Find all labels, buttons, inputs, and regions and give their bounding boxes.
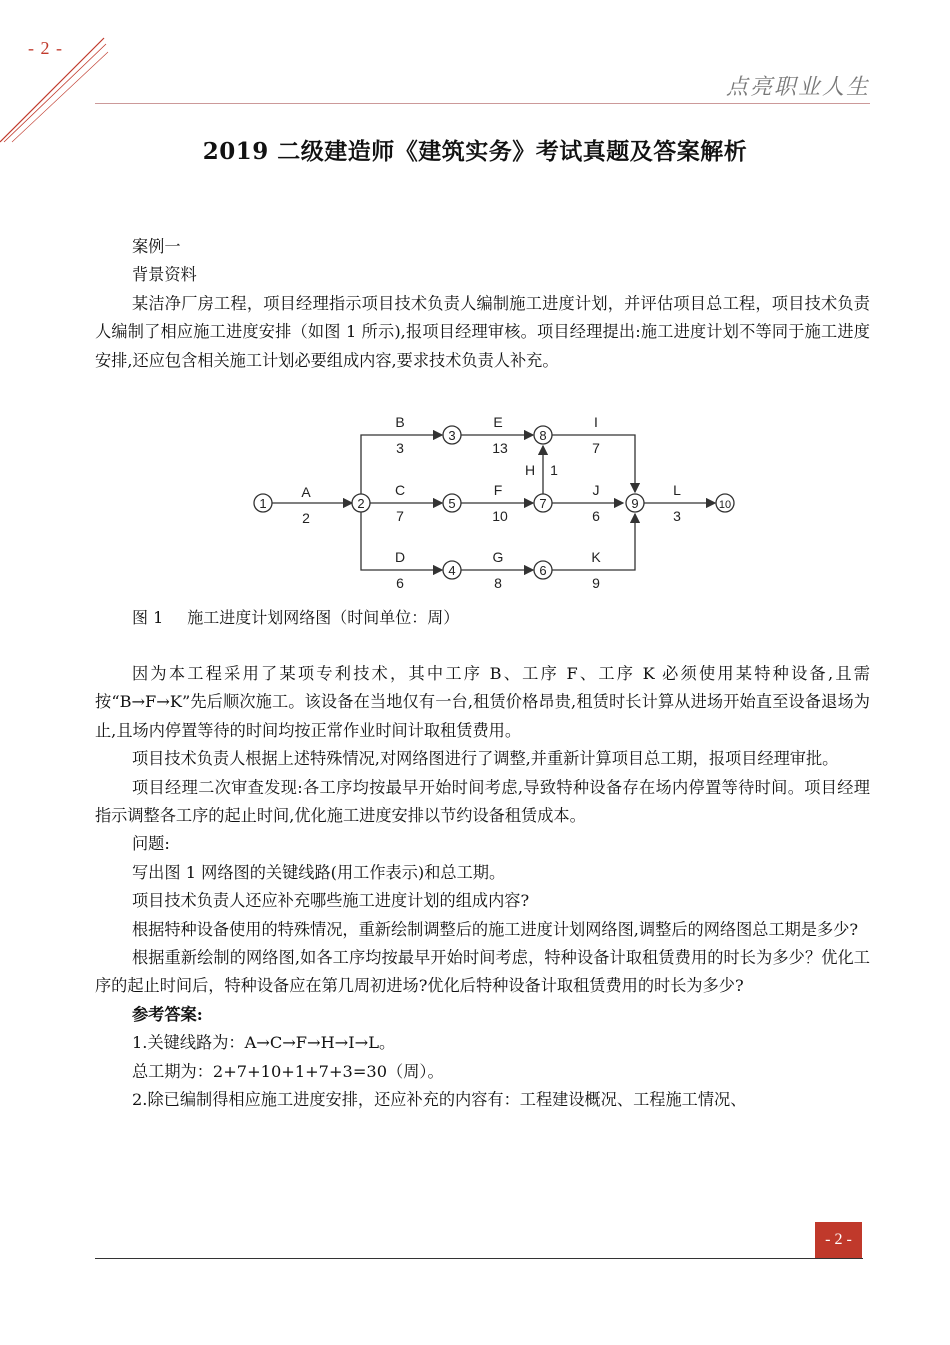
node-label-8: 8 — [539, 428, 547, 443]
act-C-name: C — [394, 482, 406, 498]
question-label: 问题: — [132, 834, 170, 854]
figure-label: 图 1 — [132, 608, 164, 627]
act-H-dur: 1 — [550, 462, 558, 478]
act-E-dur: 13 — [492, 440, 508, 456]
footer-page-number: - 2 - — [815, 1222, 862, 1258]
node-label-2: 2 — [357, 496, 365, 511]
act-H-name: H — [524, 462, 536, 478]
body-section — [95, 660, 870, 1115]
answer-1: 1.关键线路为：A→C→F→H→I→L。 — [132, 1033, 396, 1053]
act-G-dur: 8 — [494, 575, 502, 591]
document-title: 2019 二级建造师《建筑实务》考试真题及答案解析 — [202, 138, 748, 165]
node-label-5: 5 — [448, 496, 456, 511]
figure-text: 施工进度计划网络图（时间单位：周） — [187, 608, 460, 627]
body-paragraph-1: 因为本工程采用了某项专利技术，其中工序 B、工序 F、工序 K 必须使用某特种设备,且需按“B→F→K”先后顺次施工。该设备在当地仅有一台,租赁价格昂贵,租赁时长计算从进场开始直至设备退场为止,且场内停置等待的时间均按正常作业时间计取租赁费用。 — [95, 664, 870, 740]
act-K-name: K — [591, 549, 601, 565]
act-K-dur: 9 — [592, 575, 600, 591]
act-B-name: B — [395, 414, 405, 430]
question-4: 根据重新绘制的网络图,如各工序均按最早开始时间考虑，特种设备计取租赁费用的时长为多少？优化工序的起止时间后，特种设备应在第几周初进场?优化后特种设备计取租赁费用的时长为多少? — [95, 948, 870, 996]
act-F-dur: 10 — [492, 508, 508, 524]
background-label: 背景资料 — [132, 265, 197, 285]
act-E-name: E — [493, 414, 503, 430]
node-label-4: 4 — [448, 563, 456, 578]
act-F-name: F — [493, 482, 503, 498]
answer-1-total: 总工期为：2+7+10+1+7+3=30（周）。 — [132, 1061, 444, 1081]
act-C-dur: 7 — [396, 508, 404, 524]
network-diagram — [240, 405, 750, 595]
node-label-10: 10 — [718, 499, 732, 511]
case-label: 案例一 — [132, 237, 181, 256]
node-label-6: 6 — [539, 563, 547, 578]
background-text: 某洁净厂房工程，项目经理指示项目技术负责人编制施工进度计划，并评估项目总工程，项目技术负责人编制了相应施工进度安排（如图 1 所示),报项目经理审核。项目经理提出:施工进度计划不等同于施工进度安排,还应包含相关施工计划必要组成内容,要求技术负责人补充。 — [95, 293, 870, 370]
corner-decoration — [0, 30, 110, 145]
intro-section — [95, 233, 870, 375]
node-label-3: 3 — [448, 428, 456, 443]
header-divider — [95, 103, 870, 104]
answer-2: 2.除已编制得相应施工进度安排，还应补充的内容有：工程建设概况、工程施工情况、 — [132, 1090, 747, 1110]
act-B-dur: 3 — [396, 440, 404, 456]
body-paragraph-3: 项目经理二次审查发现:各工序均按最早开始时间考虑,导致特种设备存在场内停置等待时间。项目经理指示调整各工序的起止时间,优化施工进度安排以节约设备租赁成本。 — [95, 777, 870, 826]
act-D-name: D — [394, 549, 406, 565]
body-paragraph-2: 项目技术负责人根据上述特殊情况,对网络图进行了调整,并重新计算项目总工期，报项目经理审批。 — [132, 749, 839, 769]
act-A-name: A — [301, 484, 311, 500]
question-2: 项目技术负责人还应补充哪些施工进度计划的组成内容? — [132, 891, 530, 911]
act-D-dur: 6 — [396, 575, 404, 591]
page-number-corner: - 2 - — [28, 38, 63, 58]
figure-caption — [132, 605, 483, 628]
question-3: 根据特种设备使用的特殊情况，重新绘制调整后的施工进度计划网络图,调整后的网络图总工期是多少? — [132, 919, 859, 939]
act-G-name: G — [492, 549, 504, 565]
brand-slogan: 点亮职业人生 — [725, 75, 870, 100]
act-L-dur: 3 — [673, 508, 681, 524]
answer-label: 参考答案: — [132, 1004, 203, 1024]
question-1: 写出图 1 网络图的关键线路(用工作表示)和总工期。 — [132, 862, 506, 882]
act-L-name: L — [673, 482, 681, 498]
footer-divider — [95, 1258, 863, 1259]
act-I-dur: 7 — [592, 440, 600, 456]
node-label-9: 9 — [631, 496, 639, 511]
act-J-dur: 6 — [592, 508, 600, 524]
node-label-7: 7 — [539, 496, 547, 511]
act-I-name: I — [594, 414, 598, 430]
act-J-name: J — [592, 482, 600, 498]
act-A-dur: 2 — [302, 510, 310, 526]
node-label-1: 1 — [259, 496, 267, 511]
